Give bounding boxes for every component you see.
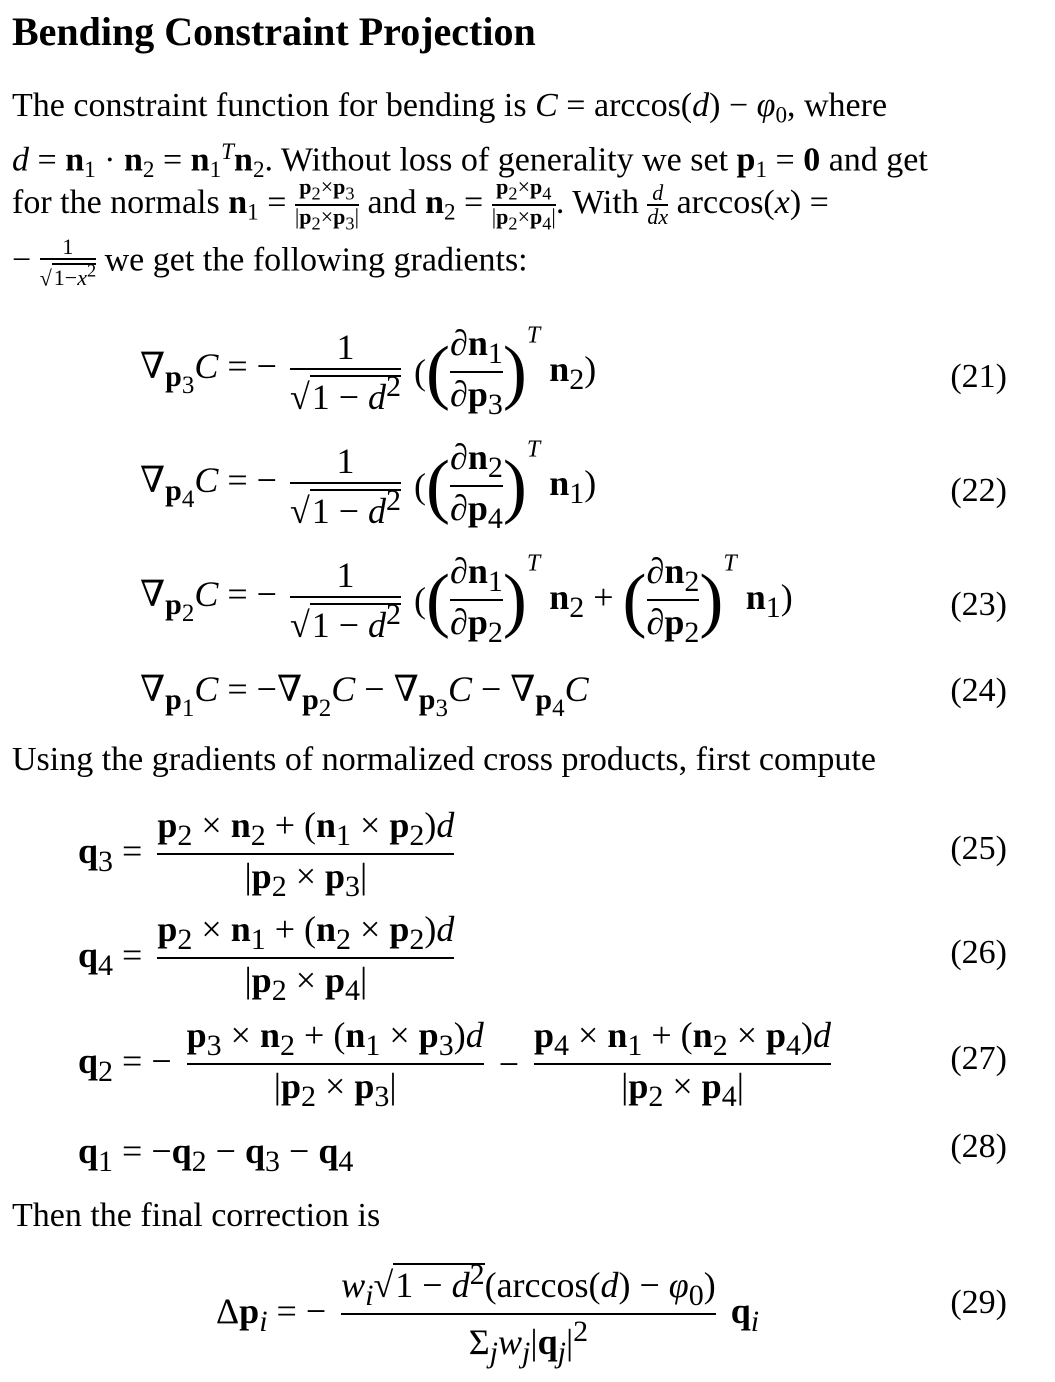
equation-25: $q_3$ = $\frac{p_2 \times n_2 + (n_1 \times p_2)d}{|p_2 \times p_3|}$: [78, 805, 455, 904]
normal-1-fraction: $\frac{p_2\times p_3}{|p_2\times p_3|}$: [294, 174, 359, 234]
equation-23: $\nabla_{p_2}C$ = − $\frac{1}{√1 - d^2}$ (( $\frac{\partial n_1}{\partial p_2}$ )$^T$ $n_2$ + ( $\frac{\partial n_2}{\partial p_2}$ )$^T$ $n_1$): [140, 550, 793, 650]
normal-2-fraction: $\frac{p_2\times p_4}{|p_2\times p_4|}$: [491, 174, 556, 234]
intro-line-4: − $\frac{1}{√1-x^2}$ we get the following gradients:: [12, 234, 528, 291]
equation-28: $q_1 = -q_2 - q_3 - q_4$: [78, 1131, 354, 1179]
equation-number-21: (21): [950, 358, 1007, 395]
using-text: Using the gradients of normalized cross products, first compute: [12, 741, 876, 778]
equation-number-22: (22): [950, 472, 1007, 509]
intro-line-1: The constraint function for bending is $C = \arccos(d) - \varphi_0$, where: [12, 87, 888, 129]
equation-number-28: (28): [950, 1128, 1007, 1165]
section-heading: Bending Constraint Projection: [12, 9, 536, 54]
equation-24: $\nabla_{p_1}C = -\nabla_{p_2}C - \nabla_{p_3}C - \nabla_{p_4}C$: [140, 669, 589, 723]
then-text: Then the final correction is: [12, 1197, 381, 1234]
equation-21: $\nabla_{p_3}C$ = − $\frac{1}{√1 - d^2}$ (( $\frac{\partial n_1}{\partial p_3}$ )$^T$ $n_2$): [140, 322, 597, 422]
equation-number-25: (25): [950, 830, 1007, 867]
equation-29: $\Delta p_i$ = − $\frac{w_i√1 - d^2(\arccos(d) - \varphi_0)}{\Sigma_jw_j|q_j|^2}$ $q_i$: [216, 1258, 760, 1370]
equation-22: $\nabla_{p_4}C$ = − $\frac{1}{√1 - d^2}$ (( $\frac{\partial n_2}{\partial p_4}$ )$^T$ $n_1$): [140, 436, 597, 536]
equation-number-27: (27): [950, 1040, 1007, 1077]
intro-line-3: for the normals $n_1$ = $\frac{p_2\times p_3}{|p_2\times p_3|}$ and $n_2$ = $\frac{p_2\times p_4}{|p_2\times p_4|}$ . With $\frac{d}{dx}$ arccos(x) =: [12, 174, 829, 234]
equation-27: $q_2$ = − $\frac{p_3 \times n_2 + (n_1 \times p_3)d}{|p_2 \times p_3|}$ − $\frac{p_4 \times n_1 + (n_2 \times p_4)d}{|p_2 \times p_4|}$: [78, 1015, 832, 1114]
equation-number-26: (26): [950, 934, 1007, 971]
equation-26: $q_4$ = $\frac{p_2 \times n_1 + (n_2 \times p_2)d}{|p_2 \times p_4|}$: [78, 909, 455, 1008]
equation-number-24: (24): [950, 672, 1007, 709]
intro-line-2: $d = n_1 \cdot n_2 = n_1^Tn_2$. Without loss of generality we set $p_1 = 0$ and get: [12, 139, 928, 184]
equation-number-23: (23): [950, 586, 1007, 623]
equation-number-29: (29): [950, 1284, 1007, 1321]
